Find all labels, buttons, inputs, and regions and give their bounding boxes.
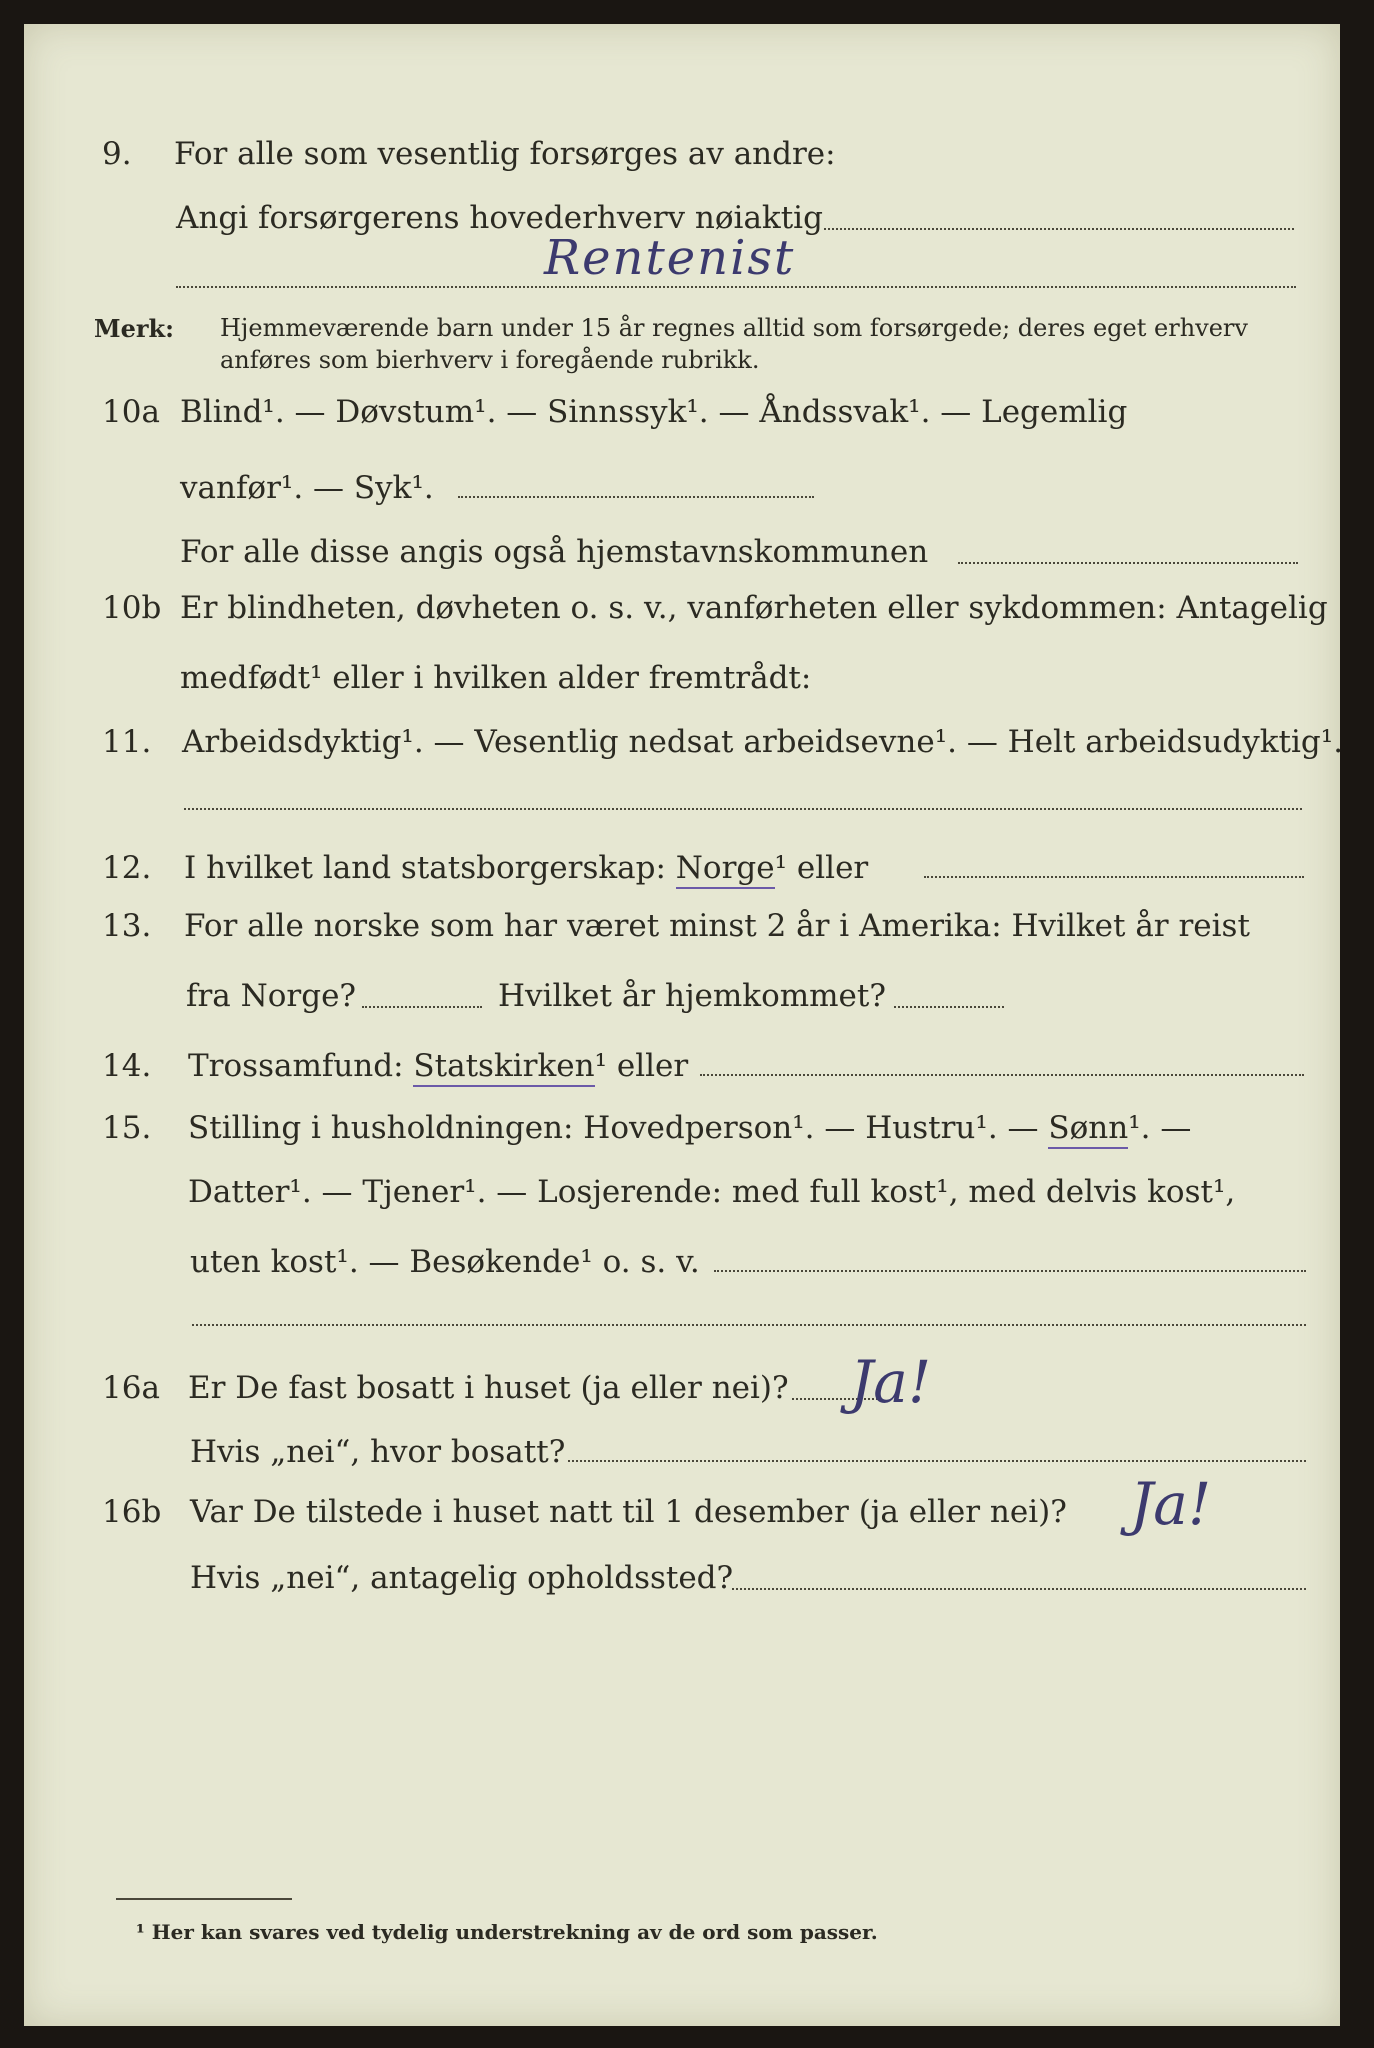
- answer-line: [732, 1588, 1306, 1590]
- question-text-post: ¹ eller: [774, 850, 869, 886]
- underlined-answer: Norge: [676, 850, 775, 889]
- answer-line: [958, 562, 1298, 564]
- question-number: 11.: [102, 724, 152, 760]
- question-text: [188, 1048, 688, 1084]
- answer-line: [362, 1006, 482, 1008]
- question-number: 9.: [102, 136, 132, 172]
- question-text-pre: Stilling i husholdningen: Hovedperson¹. — Hustru¹. —: [188, 1110, 1039, 1146]
- question-number: 12.: [102, 850, 152, 886]
- answer-line: [700, 1074, 1304, 1076]
- question-text: Er De fast bosatt i huset (ja eller nei)?: [188, 1370, 789, 1406]
- question-text: fra Norge?: [186, 978, 357, 1014]
- question-text: Datter¹. — Tjener¹. — Losjerende: med full kost¹, med delvis kost¹,: [188, 1174, 1236, 1210]
- question-number: 14.: [102, 1048, 152, 1084]
- question-number: 15.: [102, 1110, 152, 1146]
- underlined-answer: Statskirken: [413, 1048, 594, 1087]
- answer-line: [924, 876, 1304, 878]
- question-text-post: ¹ eller: [594, 1048, 689, 1084]
- question-text: Hvilket år hjemkommet?: [498, 978, 886, 1014]
- answer-line: [824, 228, 1294, 230]
- question-text: [188, 1110, 1191, 1146]
- question-number: 16a: [102, 1370, 160, 1406]
- question-number: 16b: [102, 1494, 162, 1530]
- handwritten-answer: Ja!: [1130, 1470, 1212, 1538]
- note-text: anføres som bierhverv i foregående rubrikk.: [220, 346, 760, 374]
- question-text: Var De tilstede i huset natt til 1 desember (ja eller nei)?: [190, 1494, 1067, 1530]
- question-text: Hvis „nei“, antagelig opholdssted?: [190, 1560, 734, 1596]
- question-text: Angi forsørgerens hovederhverv nøiaktig: [176, 200, 823, 236]
- question-text: Arbeidsdyktig¹. — Vesentlig nedsat arbeidsevne¹. — Helt arbeidsudyktig¹.: [182, 724, 1344, 760]
- footnote-rule: [116, 1898, 292, 1900]
- answer-line: [894, 1006, 1004, 1008]
- question-text: Hvis „nei“, hvor bosatt?: [190, 1434, 566, 1470]
- answer-line: [176, 286, 1296, 288]
- question-number: 10a: [102, 394, 160, 430]
- question-text-post: ¹. —: [1128, 1110, 1192, 1146]
- question-text: [184, 850, 868, 886]
- note-text: Hjemmeværende barn under 15 år regnes alltid som forsørgede; deres eget erhverv: [220, 314, 1248, 342]
- note-label: Merk:: [94, 314, 174, 343]
- question-text: For alle norske som har været minst 2 år i Amerika: Hvilket år reist: [184, 908, 1250, 944]
- handwritten-answer: Ja!: [850, 1348, 932, 1416]
- question-number: 10b: [102, 590, 162, 626]
- question-number: 13.: [102, 908, 152, 944]
- answer-line: [192, 1324, 1306, 1326]
- question-text: Er blindheten, døvheten o. s. v., vanførheten eller sykdommen: Antagelig: [180, 590, 1328, 626]
- census-form-page: [24, 24, 1344, 2026]
- underlined-answer: Sønn: [1048, 1110, 1128, 1149]
- footnote-text: ¹ Her kan svares ved tydelig understrekning av de ord som passer.: [136, 1920, 878, 1944]
- question-text: Blind¹. — Døvstum¹. — Sinnssyk¹. — Åndssvak¹. — Legemlig: [180, 394, 1128, 430]
- question-text: For alle som vesentlig forsørges av andre:: [174, 136, 836, 172]
- answer-line: [458, 496, 814, 498]
- answer-line: [714, 1270, 1306, 1272]
- question-text: uten kost¹. — Besøkende¹ o. s. v.: [190, 1244, 700, 1280]
- handwritten-answer: Rentenist: [544, 230, 796, 286]
- answer-line: [568, 1460, 1306, 1462]
- question-text: vanfør¹. — Syk¹.: [180, 470, 434, 506]
- answer-line: [184, 808, 1302, 810]
- question-text-pre: I hvilket land statsborgerskap:: [184, 850, 666, 886]
- question-text: medfødt¹ eller i hvilken alder fremtrådt:: [180, 660, 812, 696]
- question-text-pre: Trossamfund:: [188, 1048, 404, 1084]
- question-text: For alle disse angis også hjemstavnskommunen: [180, 534, 929, 570]
